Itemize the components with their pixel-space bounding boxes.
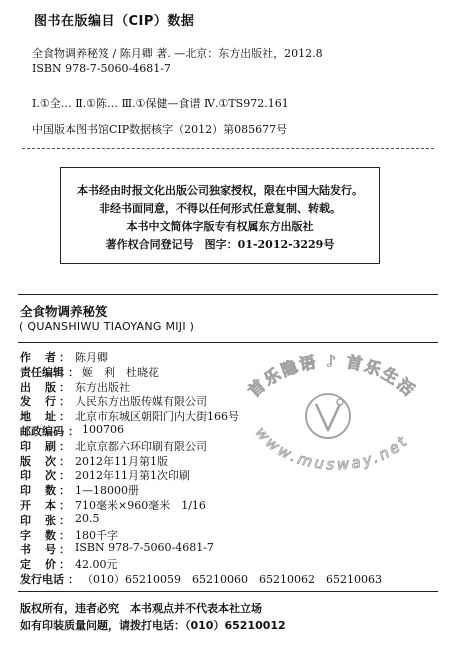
detail-colon: ： [59, 469, 70, 483]
detail-label: 定 价 [20, 558, 56, 572]
detail-colon: ： [68, 425, 79, 438]
cip-line-isbn: ISBN 978-7-5060-4681-7 [32, 62, 171, 75]
detail-colon: ： [59, 439, 70, 453]
cip-heading: 图书在版编目（CIP）数据 [34, 14, 195, 29]
detail-value: 人民东方出版传媒有限公司 [75, 395, 207, 409]
detail-value: 北京市东城区朝阳门内大街166号 [75, 410, 239, 424]
detail-colon: ： [59, 454, 70, 468]
detail-colon: ： [59, 410, 70, 424]
detail-colon: ： [59, 513, 70, 527]
watermark-text-bottom: www.musway.net [251, 423, 413, 474]
watermark-stamp [232, 338, 432, 488]
detail-label: 责任编辑 [20, 365, 64, 379]
detail-value: ISBN 978-7-5060-4681-7 [75, 541, 214, 555]
detail-value: 20.5 [75, 511, 100, 525]
cip-line-record: 中国版本图书馆CIP数据核字（2012）第085677号 [32, 123, 288, 136]
copyright-statement: 版权所有，违者必究 本书观点并不代表本社立场 [20, 602, 262, 615]
detail-value: 2012年11月第1次印刷 [75, 469, 190, 483]
watermark-logo-icon [306, 394, 350, 438]
detail-value: 1—18000册 [75, 484, 139, 498]
license-notice-box [60, 167, 380, 264]
quality-contact: 如有印装质量问题，请拨打电话：（010）65210012 [20, 619, 286, 632]
book-title: 全食物调养秘笈 [20, 304, 108, 319]
detail-label: 邮政编码 [20, 425, 64, 438]
book-pinyin-title: ( QUANSHIWU TIAOYANG MIJI ) [19, 320, 195, 333]
detail-colon: ： [59, 395, 70, 409]
detail-colon: ： [59, 499, 70, 512]
cip-line-title: 全食物调养秘笈 / 陈月卿 著. —北京：东方出版社，2012.8 [32, 47, 323, 60]
detail-value: 陈月卿 [75, 351, 108, 364]
detail-colon: ： [68, 573, 79, 586]
detail-label: 发 行 [20, 395, 56, 409]
detail-label: 印 刷 [20, 439, 56, 453]
detail-label: 作 者 [20, 351, 56, 364]
svg-text:首乐隐语 ♪ 首乐生活 [244, 351, 419, 400]
detail-label: 地 址 [20, 410, 56, 424]
detail-label: 印 数 [20, 484, 56, 498]
detail-colon: ： [59, 351, 70, 364]
detail-label: 版 次 [20, 454, 56, 468]
section-divider-top [18, 294, 438, 295]
notice-line-3: 本书中文简体字版专有权属东方出版社 [126, 220, 314, 233]
watermark-text-top: 首乐隐语 ♪ 首乐生活 [244, 351, 420, 401]
detail-label: 字 数 [20, 528, 56, 542]
notice-line-2: 非经书面同意，不得以任何形式任意复制、转载。 [99, 202, 341, 215]
detail-colon: ： [59, 558, 70, 572]
detail-colon: ： [59, 543, 70, 557]
detail-colon: ： [59, 484, 70, 498]
detail-label: 印 次 [20, 469, 56, 483]
detail-value: 2012年11月第1版 [75, 454, 168, 468]
detail-value: 710毫米×960毫米 1/16 [75, 499, 206, 512]
detail-value: 北京京都六环印刷有限公司 [75, 439, 207, 453]
detail-value: 180千字 [75, 528, 118, 542]
detail-value: 姬 利 杜晓花 [82, 365, 159, 379]
detail-colon: ： [59, 380, 70, 394]
detail-colon: ： [68, 365, 79, 379]
detail-value: 东方出版社 [75, 380, 130, 394]
detail-value: 42.00元 [75, 558, 118, 572]
detail-label: 发行电话 [20, 573, 64, 586]
notice-line-4: 著作权合同登记号 图字：01-2012-3229号 [105, 238, 335, 251]
notice-line-1: 本书经由时报文化出版公司独家授权，限在中国大陆发行。 [77, 184, 363, 197]
dashed-divider [22, 148, 434, 149]
detail-label: 书 号 [20, 543, 56, 557]
detail-value: 100706 [82, 423, 124, 436]
detail-label: 出 版 [20, 380, 56, 394]
svg-text:www.musway.net [252, 424, 413, 474]
detail-label: 印 张 [20, 513, 56, 527]
cip-line-classification: Ⅰ.①全… Ⅱ.①陈… Ⅲ.①保健—食谱 Ⅳ.①TS972.161 [32, 97, 289, 110]
detail-label: 开 本 [20, 499, 56, 512]
section-divider-bottom [18, 591, 438, 592]
detail-value: （010）65210059 65210060 65210062 65210063 [82, 573, 382, 586]
detail-colon: ： [59, 528, 70, 542]
